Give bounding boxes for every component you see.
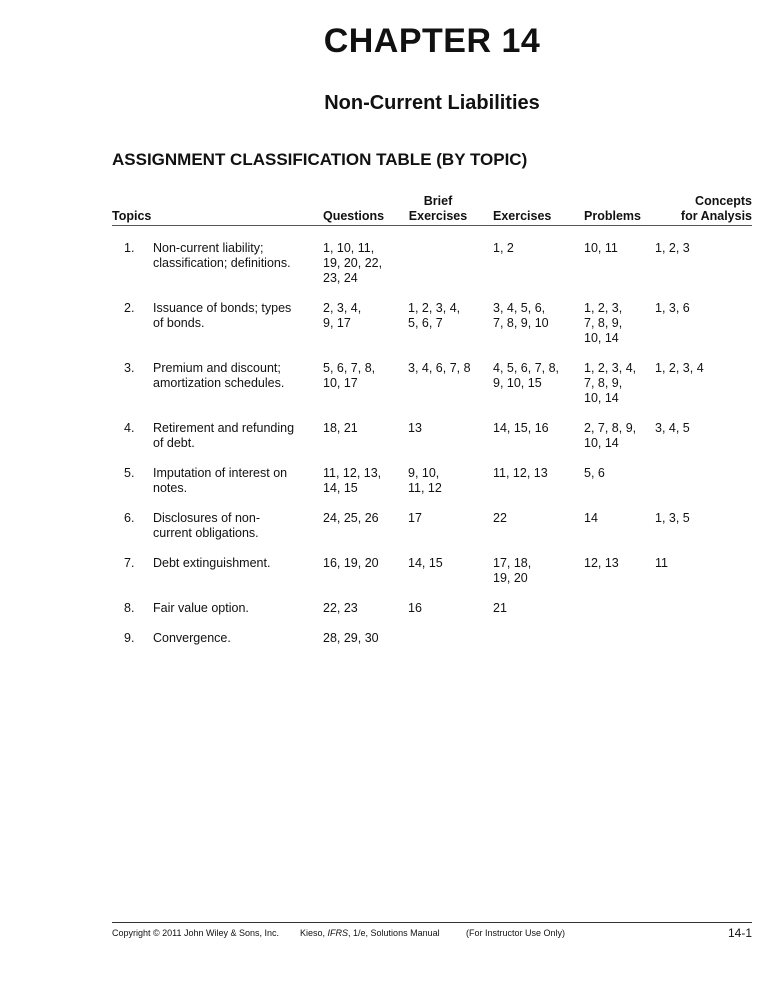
topic-text: Issuance of bonds; types of bonds. (153, 301, 292, 330)
exercises-cell: 22 (493, 511, 507, 525)
problems-cell: 2, 7, 8, 9, 10, 14 (584, 421, 637, 450)
questions-cell: 5, 6, 7, 8, 10, 17 (323, 361, 376, 390)
problems-cell: 1, 2, 3, 7, 8, 9, 10, 14 (584, 301, 623, 345)
questions-cell: 11, 12, 13, 14, 15 (323, 466, 382, 495)
section-heading: ASSIGNMENT CLASSIFICATION TABLE (BY TOPIC) (112, 150, 528, 169)
chapter-subtitle: Non-Current Liabilities (324, 92, 540, 114)
questions-cell: 22, 23 (323, 601, 358, 615)
exercises-cell: 3, 4, 5, 6, 7, 8, 9, 10 (493, 301, 549, 330)
header-exercises: Exercises (493, 209, 552, 223)
exercises-cell: 21 (493, 601, 507, 615)
topic-text: Imputation of interest on notes. (153, 466, 288, 495)
brief-exercises-cell: 13 (408, 421, 422, 435)
exercises-cell: 11, 12, 13 (493, 466, 548, 480)
footer-book-pre: Kieso, (300, 928, 328, 938)
topic-number: 7. (124, 556, 135, 570)
topic-text: Disclosures of non- current obligations. (153, 511, 260, 540)
topic-text: Retirement and refunding of debt. (153, 421, 295, 450)
footer-note: (For Instructor Use Only) (466, 928, 566, 938)
concepts-cell: 1, 3, 5 (655, 511, 690, 525)
questions-cell: 2, 3, 4, 9, 17 (323, 301, 362, 330)
header-rule (112, 225, 752, 226)
topic-number: 9. (124, 631, 135, 645)
concepts-cell: 11 (655, 556, 668, 570)
header-concepts (652, 194, 752, 224)
header-concepts-line2: for Analysis (680, 209, 752, 223)
page-number: 14-1 (727, 926, 752, 940)
questions-cell: 1, 10, 11, 19, 20, 22, 23, 24 (323, 241, 383, 285)
problems-cell: 10, 11 (584, 241, 618, 255)
problems-cell: 5, 6 (584, 466, 605, 480)
brief-exercises-cell: 1, 2, 3, 4, 5, 6, 7 (408, 301, 461, 330)
topic-number: 3. (124, 361, 135, 375)
topic-text: Premium and discount; amortization schedules. (153, 361, 285, 390)
header-brief-line1: Brief (423, 194, 453, 208)
exercises-cell: 17, 18, 19, 20 (493, 556, 532, 585)
topic-text: Fair value option. (153, 601, 249, 615)
header-concepts-line1: Concepts (695, 194, 752, 208)
header-brief-exercises (404, 194, 472, 224)
topic-number: 4. (124, 421, 135, 435)
header-topics: Topics (112, 209, 152, 223)
problems-cell: 1, 2, 3, 4, 7, 8, 9, 10, 14 (584, 361, 637, 405)
questions-cell: 28, 29, 30 (323, 631, 379, 645)
problems-cell: 12, 13 (584, 556, 619, 570)
footer-rule (112, 922, 752, 923)
concepts-cell: 1, 2, 3 (655, 241, 690, 255)
exercises-cell: 4, 5, 6, 7, 8, 9, 10, 15 (493, 361, 560, 390)
brief-exercises-cell: 9, 10, 11, 12 (408, 466, 442, 495)
questions-cell: 16, 19, 20 (323, 556, 379, 570)
brief-exercises-cell: 14, 15 (408, 556, 443, 570)
concepts-cell: 1, 2, 3, 4 (655, 361, 704, 375)
exercises-cell: 1, 2 (493, 241, 514, 255)
questions-cell: 24, 25, 26 (323, 511, 379, 525)
topic-text: Debt extinguishment. (153, 556, 271, 570)
footer-book-post: , 1/e, Solutions Manual (348, 928, 440, 938)
footer-copyright: Copyright © 2011 John Wiley & Sons, Inc. (112, 928, 280, 938)
brief-exercises-cell: 3, 4, 6, 7, 8 (408, 361, 471, 375)
header-problems: Problems (584, 209, 641, 223)
header-brief-line2: Exercises (408, 209, 468, 223)
topic-number: 2. (124, 301, 135, 315)
footer-book-italic: IFRS (327, 928, 349, 938)
topic-number: 6. (124, 511, 135, 525)
brief-exercises-cell: 17 (408, 511, 422, 525)
concepts-cell: 1, 3, 6 (655, 301, 690, 315)
footer-book (300, 928, 440, 938)
topic-number: 8. (124, 601, 135, 615)
topic-text: Convergence. (153, 631, 231, 645)
topic-number: 5. (124, 466, 135, 480)
problems-cell: 14 (584, 511, 598, 525)
topic-text: Non-current liability; classification; definitions. (153, 241, 291, 270)
brief-exercises-cell: 16 (408, 601, 422, 615)
header-questions: Questions (323, 209, 385, 223)
exercises-cell: 14, 15, 16 (493, 421, 549, 435)
topic-number: 1. (124, 241, 135, 255)
concepts-cell: 3, 4, 5 (655, 421, 690, 435)
chapter-title: CHAPTER 14 (323, 22, 541, 60)
questions-cell: 18, 21 (323, 421, 358, 435)
